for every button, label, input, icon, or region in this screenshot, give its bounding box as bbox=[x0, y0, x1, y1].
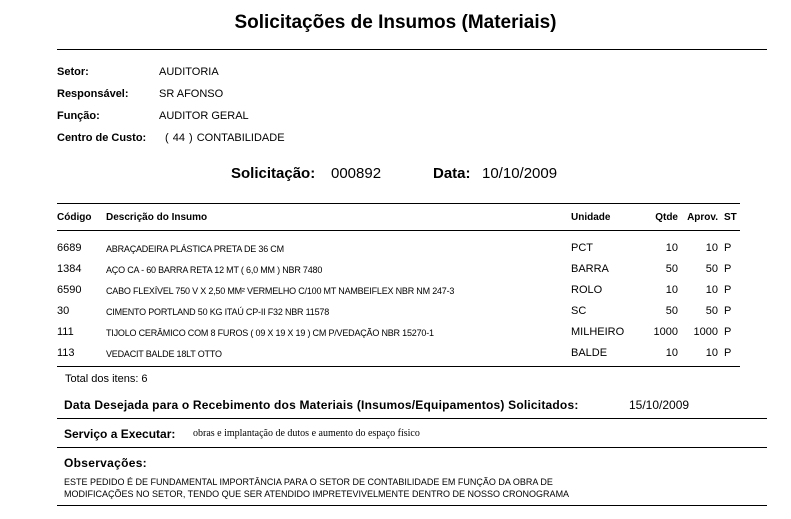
cell-st: P bbox=[724, 263, 732, 275]
data-label: Data: bbox=[433, 165, 471, 182]
delivery-date-label: Data Desejada para o Recebimento dos Materiais (Insumos/Equipamentos) Solicitados: bbox=[64, 398, 579, 412]
cell-descricao: CIMENTO PORTLAND 50 KG ITAÚ CP-II F32 NBR 11578 bbox=[106, 307, 330, 317]
divider bbox=[57, 203, 740, 204]
col-aprov-header: Aprov. bbox=[687, 212, 718, 223]
cell-aprov: 1000 bbox=[693, 326, 718, 338]
cell-descricao: VEDACIT BALDE 18LT OTTO bbox=[106, 349, 222, 359]
divider bbox=[57, 447, 767, 448]
notes-line-1: ESTE PEDIDO É DE FUNDAMENTAL IMPORTÂNCIA PARA O SETOR DE CONTABILIDADE EM FUNÇÃO DA OBRA DE bbox=[64, 477, 553, 487]
delivery-date-value: 15/10/2009 bbox=[629, 398, 690, 412]
cell-descricao: ABRAÇADEIRA PLÁSTICA PRETA DE 36 CM bbox=[106, 244, 284, 254]
cell-codigo: 30 bbox=[57, 305, 70, 317]
solicitacao-label: Solicitação: bbox=[231, 165, 316, 182]
cell-qtde: 1000 bbox=[653, 326, 678, 338]
cell-unidade: PCT bbox=[571, 242, 593, 254]
service-label: Serviço a Executar: bbox=[64, 427, 176, 441]
cell-codigo: 6590 bbox=[57, 284, 82, 296]
cell-qtde: 10 bbox=[665, 347, 678, 359]
cell-aprov: 10 bbox=[705, 242, 718, 254]
cell-st: P bbox=[724, 347, 732, 359]
cell-qtde: 50 bbox=[665, 305, 678, 317]
notes-label: Observações: bbox=[64, 456, 147, 470]
cell-codigo: 113 bbox=[57, 347, 75, 359]
cell-qtde: 50 bbox=[665, 263, 678, 275]
divider bbox=[57, 230, 740, 231]
col-codigo-header: Código bbox=[57, 212, 92, 223]
cell-aprov: 10 bbox=[705, 347, 718, 359]
service-value: obras e implantação de dutos e aumento do espaço físico bbox=[193, 428, 420, 439]
divider bbox=[57, 505, 767, 506]
cell-qtde: 10 bbox=[665, 284, 678, 296]
cell-st: P bbox=[724, 326, 732, 338]
cell-qtde: 10 bbox=[665, 242, 678, 254]
cell-aprov: 50 bbox=[705, 305, 718, 317]
cell-unidade: MILHEIRO bbox=[571, 326, 625, 338]
funcao-value: AUDITOR GERAL bbox=[159, 110, 249, 122]
divider bbox=[57, 366, 740, 367]
divider bbox=[57, 49, 767, 50]
cell-st: P bbox=[724, 305, 732, 317]
divider bbox=[57, 418, 767, 419]
cell-codigo: 6689 bbox=[57, 242, 82, 254]
cell-st: P bbox=[724, 242, 732, 254]
col-descricao-header: Descrição do Insumo bbox=[106, 212, 208, 223]
cell-unidade: ROLO bbox=[571, 284, 603, 296]
cell-aprov: 10 bbox=[705, 284, 718, 296]
cell-unidade: BALDE bbox=[571, 347, 608, 359]
cell-aprov: 50 bbox=[705, 263, 718, 275]
cell-codigo: 1384 bbox=[57, 263, 82, 275]
responsavel-value: SR AFONSO bbox=[159, 88, 224, 100]
cell-unidade: BARRA bbox=[571, 263, 609, 275]
cell-descricao: TIJOLO CERÂMICO COM 8 FUROS ( 09 X 19 X 19 ) CM P/VEDAÇÃO NBR 15270-1 bbox=[106, 328, 434, 338]
col-st-header: ST bbox=[724, 212, 737, 223]
cell-codigo: 111 bbox=[57, 326, 74, 338]
col-unidade-header: Unidade bbox=[571, 212, 611, 223]
setor-value: AUDITORIA bbox=[159, 66, 219, 78]
funcao-label: Função: bbox=[57, 110, 100, 122]
total-items: Total dos itens: 6 bbox=[65, 373, 148, 385]
centro-custo-value: ( 44 ) CONTABILIDADE bbox=[165, 132, 285, 144]
responsavel-label: Responsável: bbox=[57, 88, 129, 100]
centro-custo-label: Centro de Custo: bbox=[57, 132, 147, 144]
cell-descricao: AÇO CA - 60 BARRA RETA 12 MT ( 6,0 MM ) NBR 7480 bbox=[106, 265, 323, 275]
page-title: Solicitações de Insumos (Materiais) bbox=[234, 12, 557, 33]
data-value: 10/10/2009 bbox=[482, 165, 558, 182]
notes-line-2: MODIFICAÇÕES NO SETOR, TENDO QUE SER ATENDIDO IMPRETEVIVELMENTE DENTRO DE NOSSO CRONOGRAMA bbox=[64, 489, 570, 499]
col-qtde-header: Qtde bbox=[655, 212, 678, 223]
setor-label: Setor: bbox=[57, 66, 89, 78]
cell-unidade: SC bbox=[571, 305, 587, 317]
cell-st: P bbox=[724, 284, 732, 296]
solicitacao-value: 000892 bbox=[331, 165, 382, 182]
cell-descricao: CABO FLEXÍVEL 750 V X 2,50 MM² VERMELHO C/100 MT NAMBEIFLEX NBR NM 247-3 bbox=[106, 286, 455, 296]
